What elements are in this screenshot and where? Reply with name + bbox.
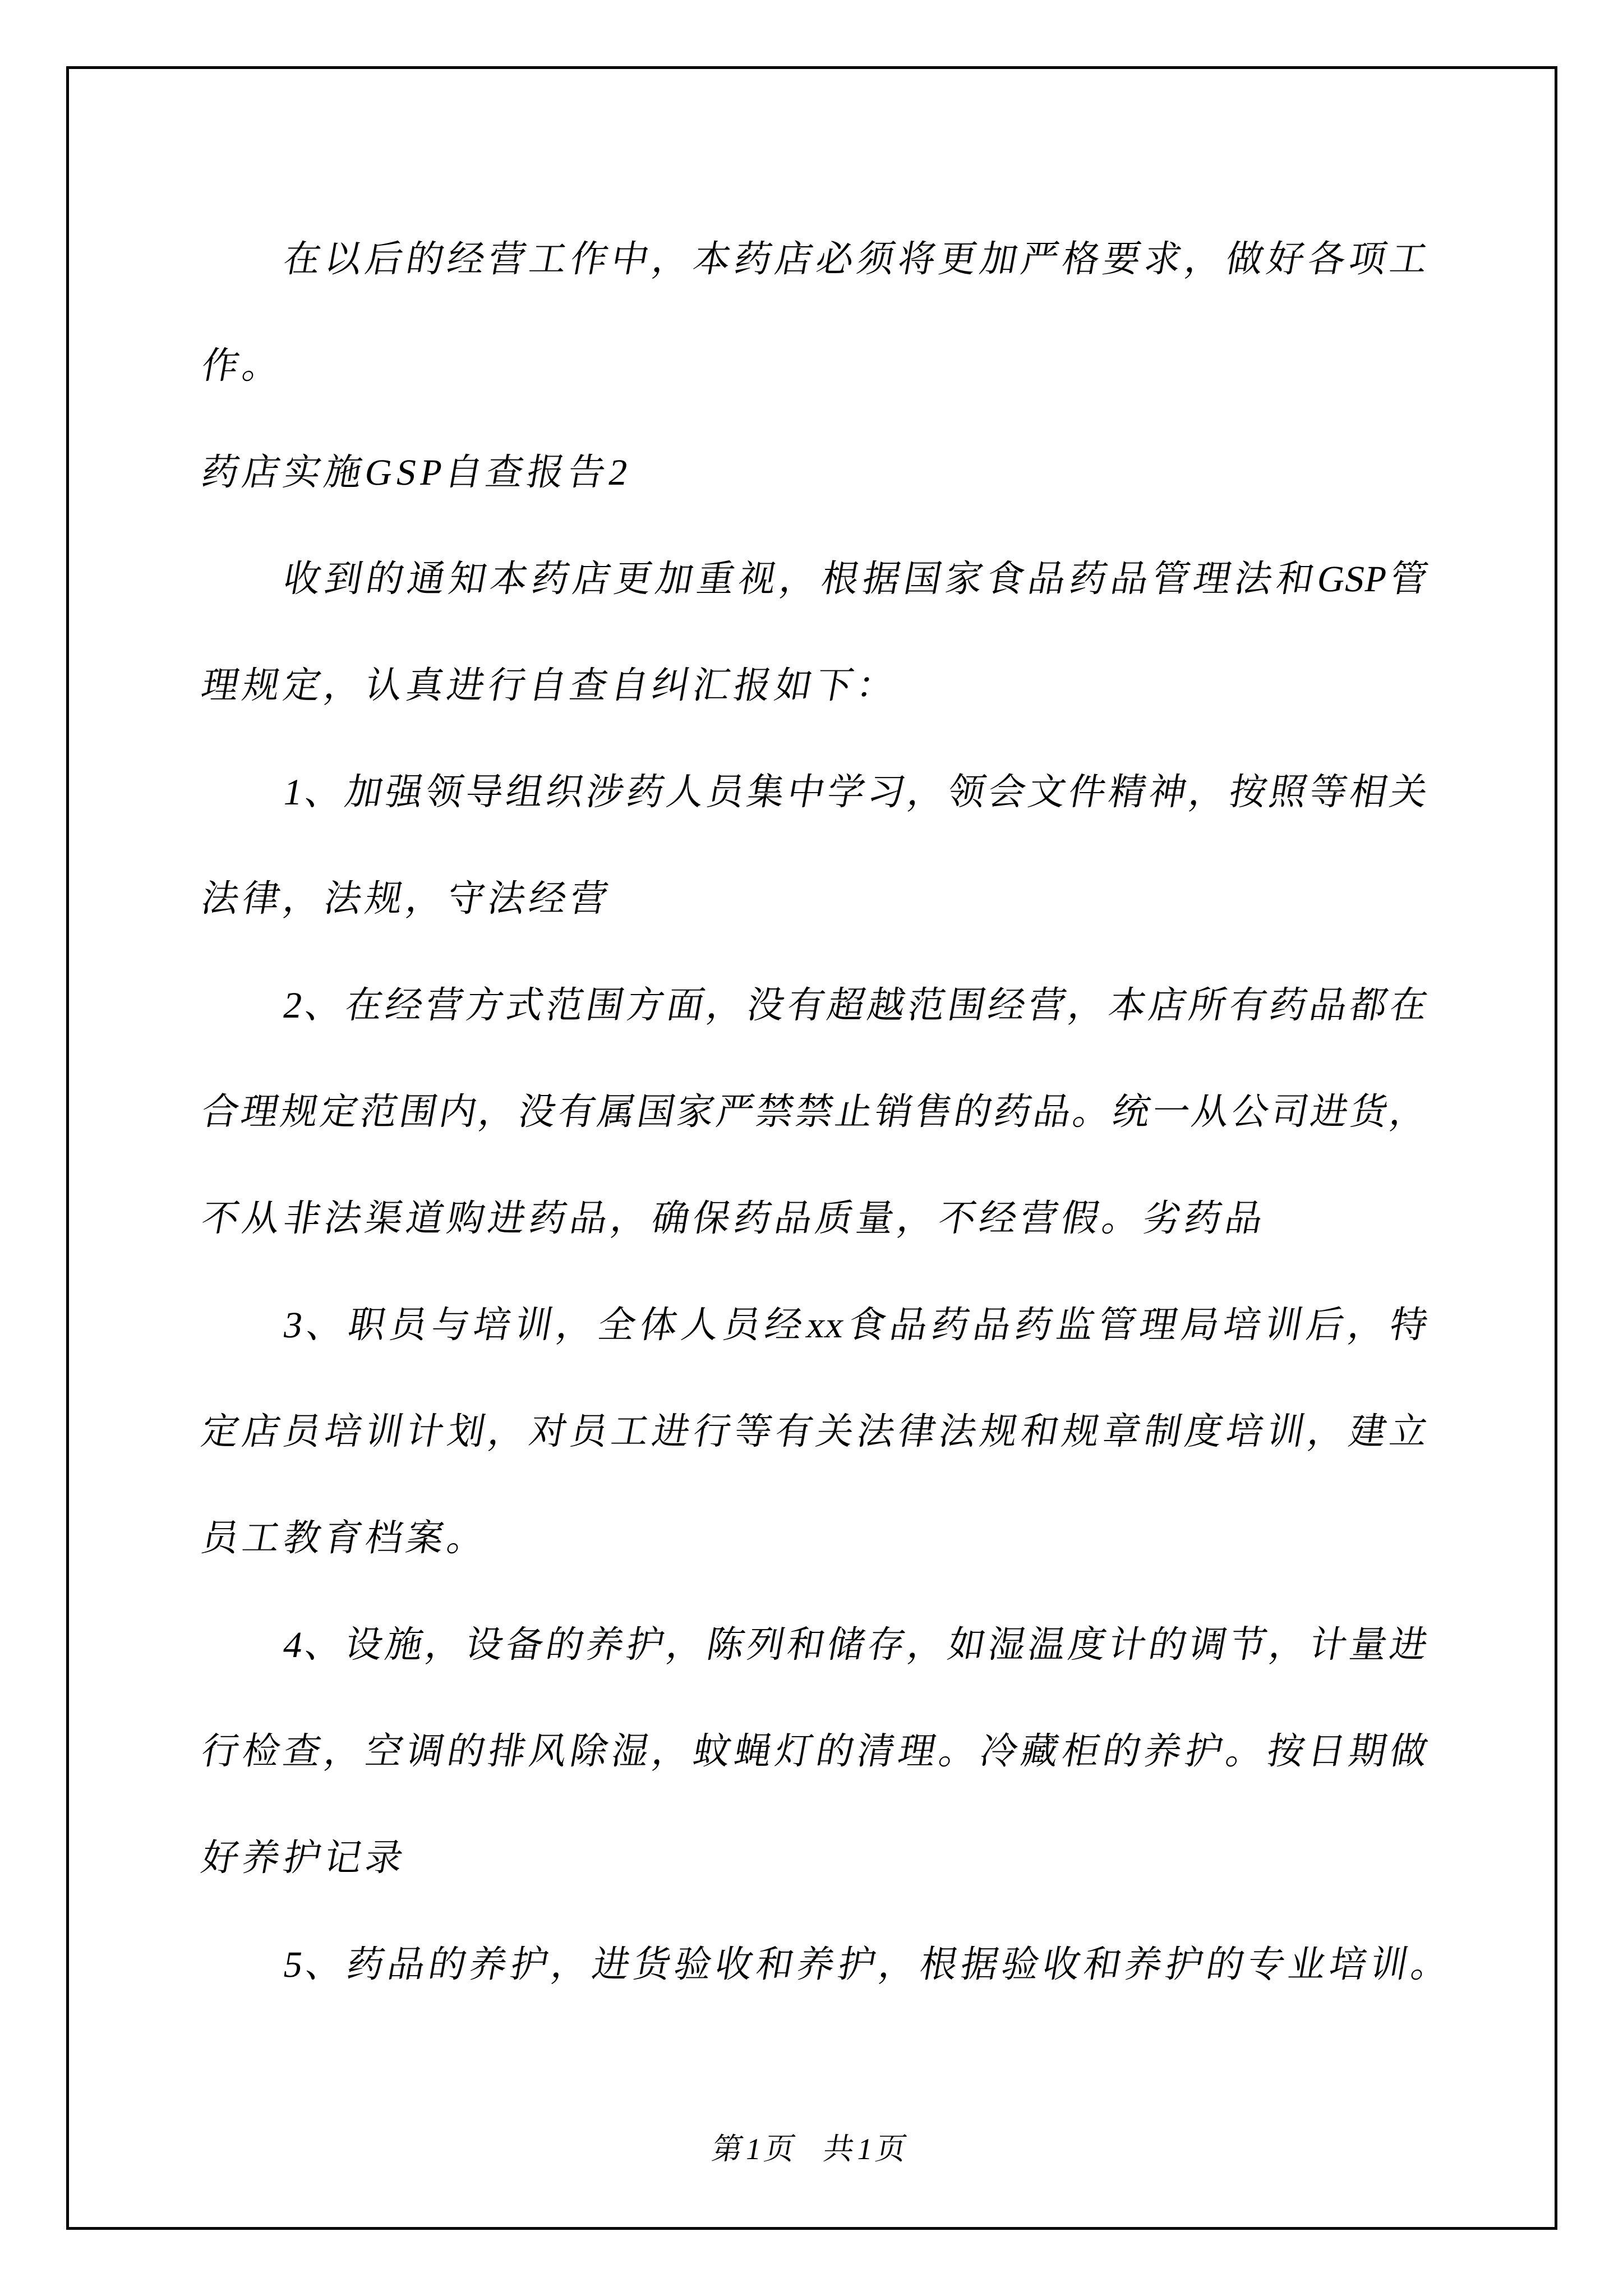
document-line: 3、职员与培训，全体人员经xx食品药品药监管理局培训后，特 xyxy=(280,1305,1431,1346)
document-body xyxy=(198,206,1456,2018)
document-line: 员工教育档案。 xyxy=(198,1518,492,1559)
document-line: 5、药品的养护，进货验收和养护，根据验收和养护的专业培训。 xyxy=(280,1944,1456,1985)
document-line: 不从非法渠道购进药品，确保药品质量，不经营假。劣药品 xyxy=(198,1198,1270,1239)
document-line: 2、在经营方式范围方面，没有超越范围经营，本店所有药品都在 xyxy=(280,985,1431,1026)
document-line: 药店实施GSP自查报告2 xyxy=(198,452,635,493)
document-line: 在以后的经营工作中，本药店必须将更加严格要求，做好各项工 xyxy=(280,239,1431,280)
page-footer: 第1页 共1页 xyxy=(709,2132,913,2166)
document-line: 4、设施，设备的养护，陈列和储存，如湿温度计的调节，计量进 xyxy=(280,1625,1431,1665)
document-line: 好养护记录 xyxy=(198,1838,411,1879)
document-line: 收到的通知本药店更加重视，根据国家食品药品管理法和GSP管 xyxy=(280,559,1431,600)
document-line: 定店员培训计划，对员工进行等有关法律法规和规章制度培训，建立 xyxy=(198,1411,1431,1452)
document-line: 法律，法规，守法经营 xyxy=(198,878,615,919)
document-line: 行检查，空调的排风除湿，蚊蝇灯的清理。冷藏柜的养护。按日期做 xyxy=(198,1731,1431,1772)
document-line: 1、加强领导组织涉药人员集中学习，领会文件精神，按照等相关 xyxy=(280,772,1431,813)
document-line: 作。 xyxy=(198,346,288,386)
document-line: 合理规定范围内，没有属国家严禁禁止销售的药品。统一从公司进货， xyxy=(198,1092,1431,1133)
document-line: 理规定，认真进行自查自纠汇报如下： xyxy=(198,665,902,706)
